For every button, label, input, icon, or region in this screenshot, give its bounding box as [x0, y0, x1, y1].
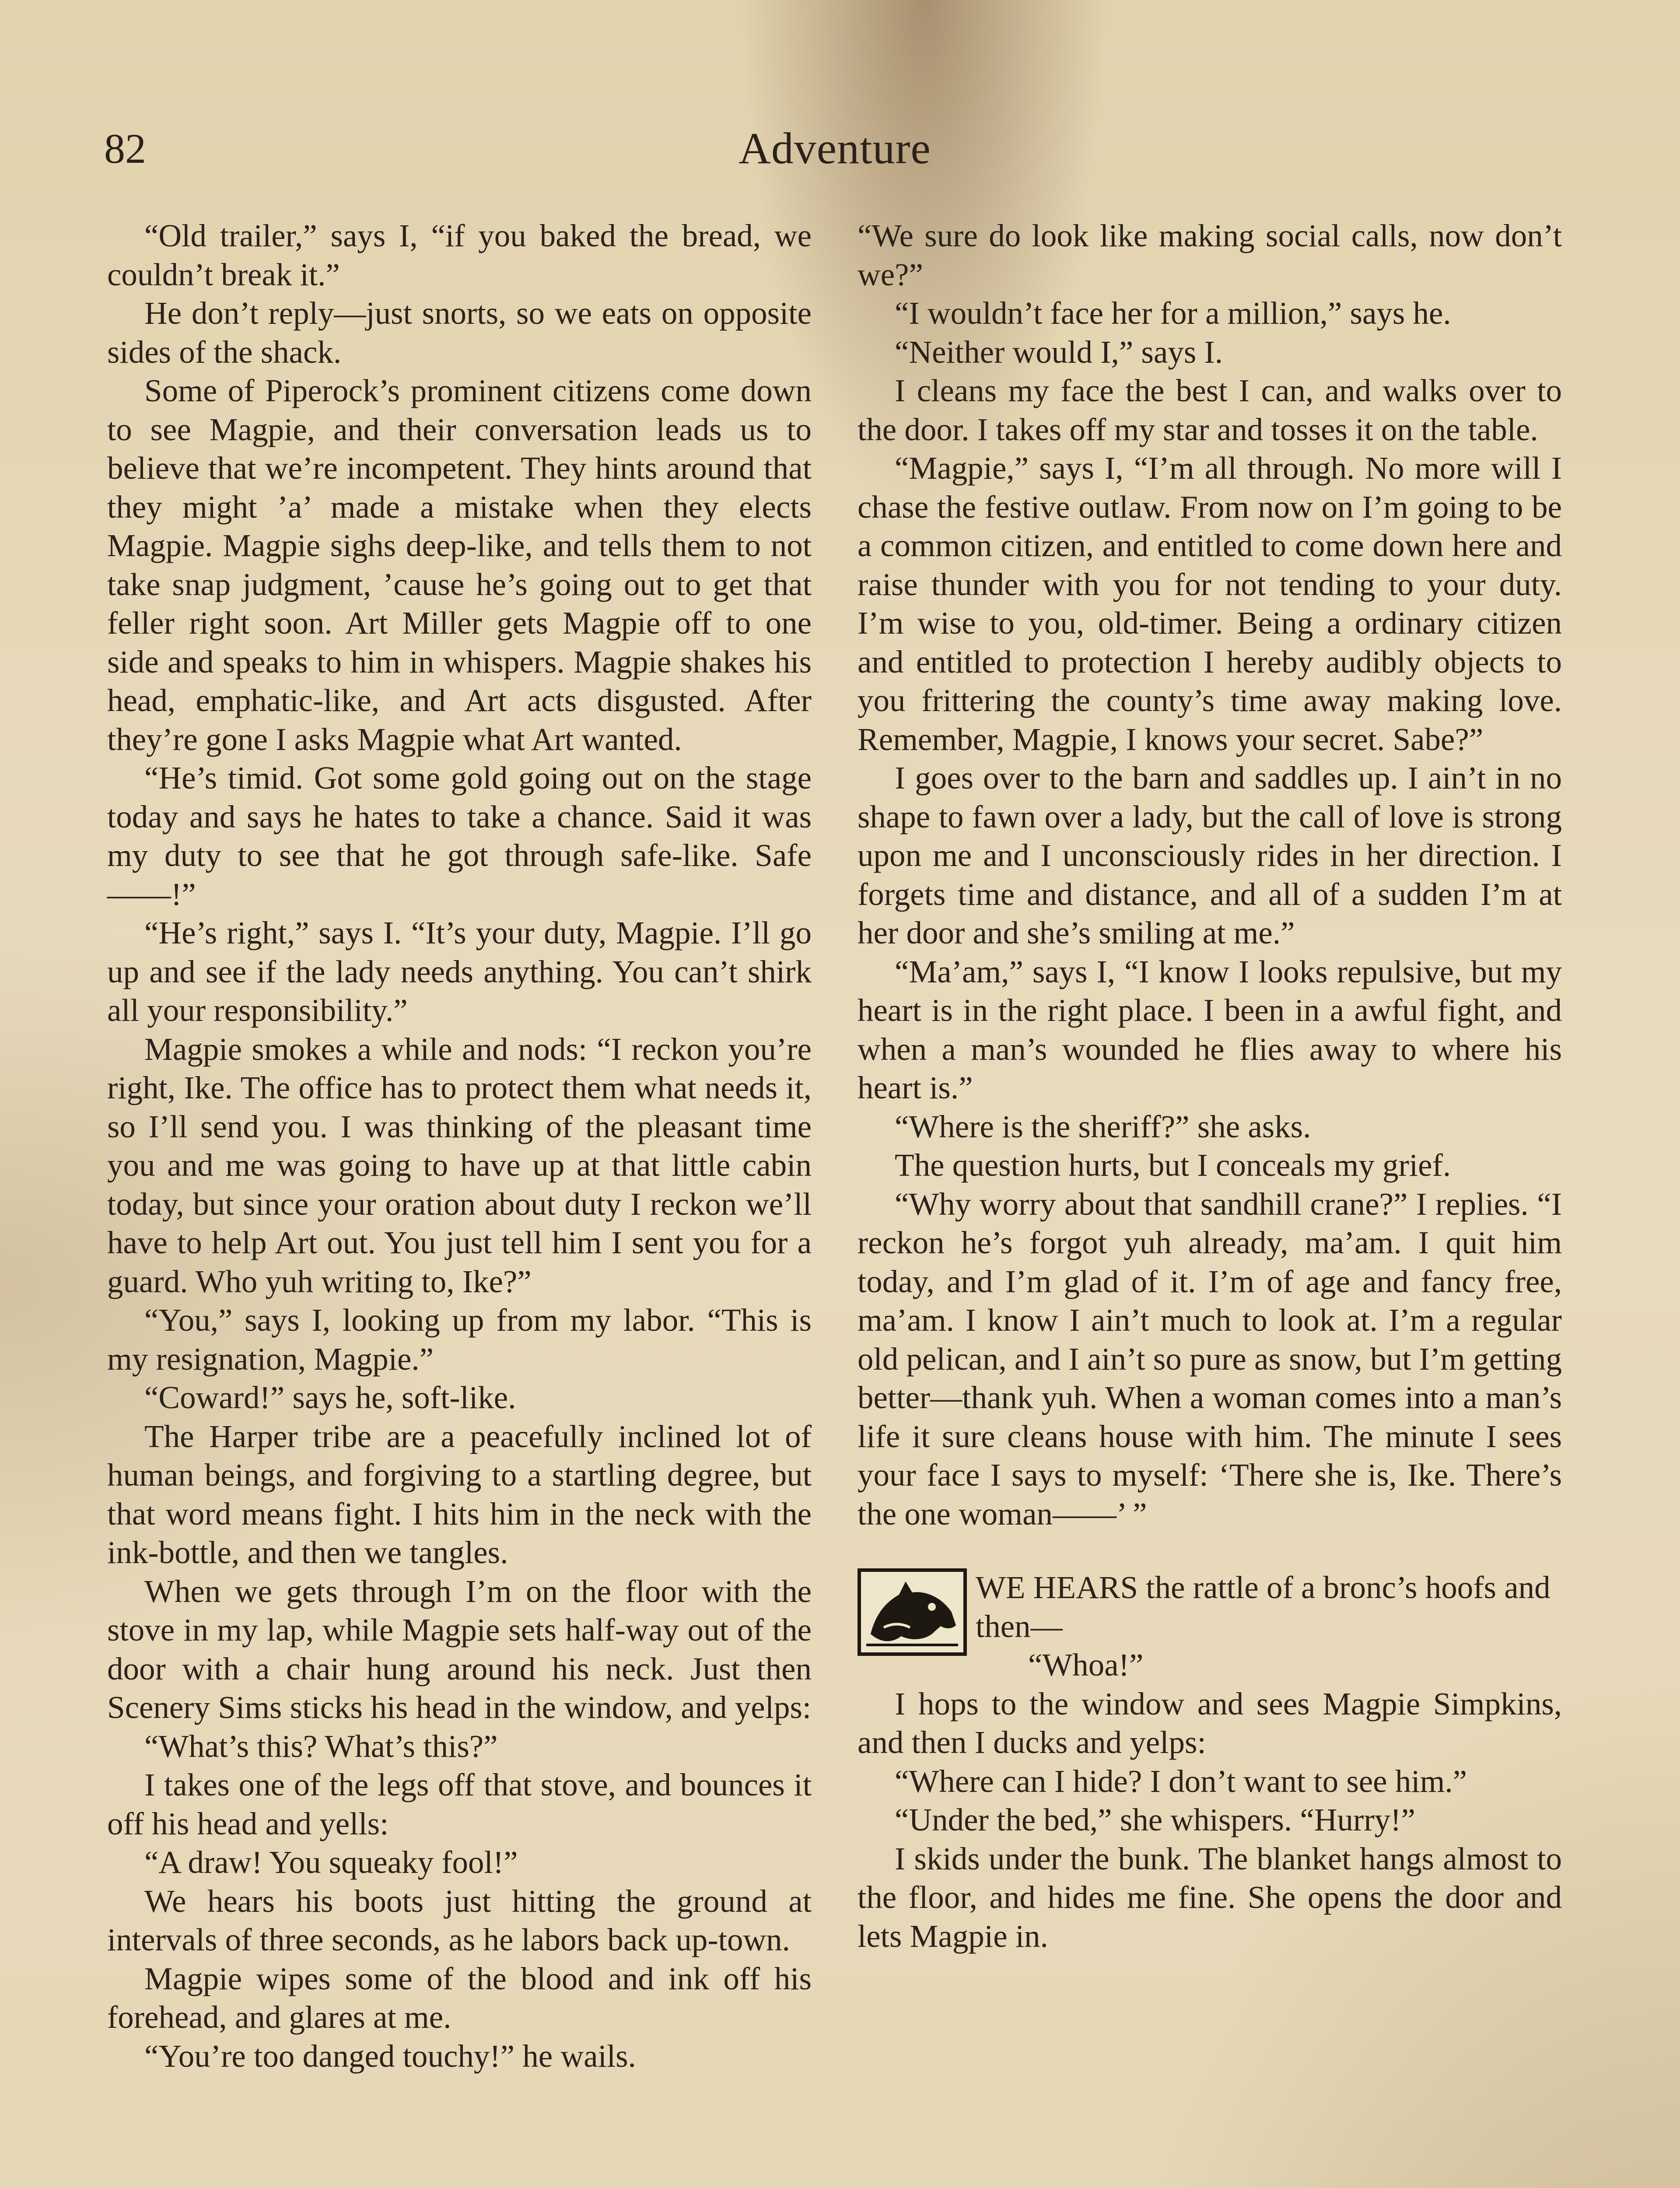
paragraph: I cleans my face the best I can, and walks over to the door. I takes off my star and tosses it on the table. — [858, 373, 1562, 447]
paragraph: “A draw! You squeaky fool!” — [144, 1844, 518, 1880]
paragraph: “I wouldn’t face her for a million,” says he. — [895, 295, 1451, 331]
dropcap-paragraph — [858, 1568, 1562, 1685]
paragraph: “He’s timid. Got some gold going out on the stage today and says he hates to take a chance. Said it was my duty to see that he got through safe-like. Safe ——!” — [107, 760, 812, 912]
horse-head-icon — [858, 1568, 967, 1656]
paragraph: “What’s this? What’s this?” — [144, 1728, 498, 1764]
paragraph: I skids under the bunk. The blanket hangs almost to the floor, and hides me fine. She opens the door and lets Magpie in. — [858, 1841, 1562, 1954]
paragraph: I goes over to the barn and saddles up. I ain’t in no shape to fawn over a lady, but the call of love is strong upon me and I unconsciously rides in her direction. I forgets time and distance, and all of a sudden I’m at her door and she’s smiling at me.” — [858, 760, 1562, 950]
paragraph: I takes one of the legs off that stove, and bounces it off his head and yells: — [107, 1767, 812, 1841]
paragraph: The question hurts, but I conceals my grief. — [895, 1147, 1451, 1183]
paragraph: He don’t reply—just snorts, so we eats on opposite sides of the shack. — [107, 295, 812, 370]
paragraph: I hops to the window and sees Magpie Simpkins, and then I ducks and yelps: — [858, 1686, 1562, 1760]
paragraph: “Coward!” says he, soft-like. — [144, 1380, 516, 1415]
paragraph: “Ma’am,” says I, “I know I looks repulsive, but my heart is in the right place. I been in a awful fight, and when a man’s wounded he flies away to where his heart is.” — [858, 954, 1562, 1105]
paragraph: We hears his boots just hitting the ground at intervals of three seconds, as he labors back up-town. — [107, 1883, 812, 1957]
section-break — [858, 1533, 1562, 1568]
page-header — [104, 118, 1565, 179]
paragraph: When we gets through I’m on the floor with the stove in my lap, while Magpie sets half-way out of the door with a chair hung around his neck. Just then Scenery Sims sticks his head in the window, and yelps: — [107, 1573, 812, 1725]
dropcap-text: WE HEARS the rattle of a bronc’s hoofs and then— — [976, 1570, 1550, 1644]
paragraph: “You,” says I, looking up from my labor. “This is my resignation, Magpie.” — [107, 1302, 812, 1377]
paragraph: Some of Piperock’s prominent citizens come down to see Magpie, and their conversation leads us to believe that we’re incompetent. They hints around that they might ’a’ made a mistake when they elects Magpie. Magpie sighs deep-like, and tells them to not take snap judgment, ’cause he’s going out to get that feller right soon. Art Miller gets Magpie off to one side and speaks to him in whispers. Magpie shakes his head, emphatic-like, and Art acts disgusted. After they’re gone I asks Magpie what Art wanted. — [107, 373, 812, 757]
paragraph: “Old trailer,” says I, “if you baked the bread, we couldn’t break it.” — [107, 218, 812, 292]
paragraph: “Where is the sheriff?” she asks. — [895, 1108, 1311, 1144]
page-number: 82 — [104, 125, 146, 172]
paragraph: “Where can I hide? I don’t want to see him.” — [895, 1763, 1467, 1799]
paragraph: “Neither would I,” says I. — [895, 334, 1223, 370]
paragraph: “He’s right,” says I. “It’s your duty, Magpie. I’ll go up and see if the lady needs anything. You can’t shirk all your responsibility.” — [107, 915, 812, 1028]
paragraph: “Under the bed,” she whispers. “Hurry!” — [895, 1802, 1415, 1837]
left-column — [107, 217, 812, 2076]
paragraph: The Harper tribe are a peacefully inclined lot of human beings, and forgiving to a startling degree, but that word means fight. I hits him in the neck with the ink-bottle, and then we tangles. — [107, 1418, 812, 1570]
paragraph: “Whoa!” — [1028, 1647, 1144, 1683]
paragraph: “You’re too danged touchy!” he wails. — [144, 2038, 636, 2074]
paragraph: “Why worry about that sandhill crane?” I replies. “I reckon he’s forgot yuh already, ma’am. I quit him today, and I’m glad of it. I’m of age and fancy free, ma’am. I know I ain’t much to look at. I’m a regular old pelican, and I ain’t so pure as snow, but I’m getting better—thank yuh. When a woman comes into a man’s life it sure cleans house with him. The minute I sees your face I says to myself: ‘There she is, Ike. There’s the one woman——’ ” — [858, 1186, 1562, 1532]
paragraph: “We sure do look like making social calls, now don’t we?” — [858, 218, 1562, 292]
paragraph: Magpie wipes some of the blood and ink off his forehead, and glares at me. — [107, 1960, 812, 2035]
paragraph: “Magpie,” says I, “I’m all through. No more will I chase the festive outlaw. From now on I’m going to be a common citizen, and entitled to come down here and raise thunder with you for not tending to your duty. I’m wise to you, old-timer. Being a ordinary citizen and entitled to protection I hereby audibly objects to you frittering the county’s time away making love. Remember, Magpie, I knows your secret. Sabe?” — [858, 450, 1562, 757]
paragraph: Magpie smokes a while and nods: “I reckon you’re right, Ike. The office has to protect them what needs it, so I’ll send you. I was thinking of the pleasant time you and me was going to have up at that little cabin today, but since your oration about duty I reckon we’ll have to help Art out. You just tell him I sent you for a guard. Who yuh writing to, Ike?” — [107, 1031, 812, 1299]
running-title: Adventure — [738, 124, 931, 173]
right-column — [858, 217, 1562, 1956]
